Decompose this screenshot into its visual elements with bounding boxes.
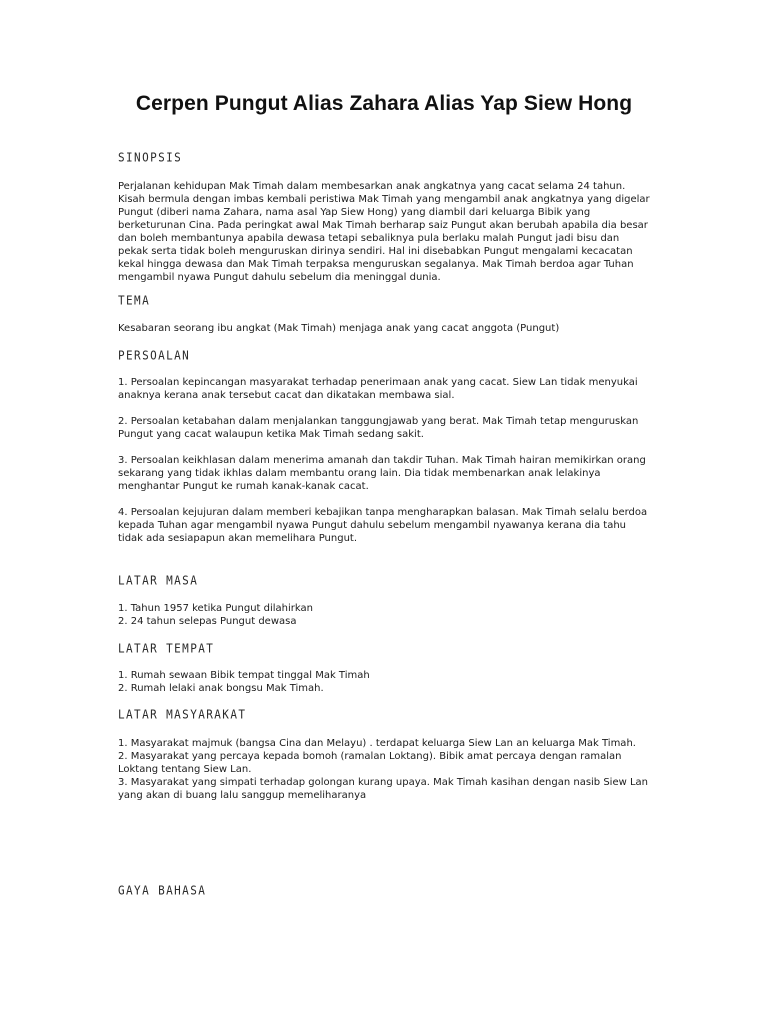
heading-tema: TEMA [118, 293, 151, 308]
persoalan-item-1: 1. Persoalan kepincangan masyarakat terhadap penerimaan anak yang cacat. Siew Lan tidak menyukai anaknya kerana anak tersebut cacat dan dikatakan membawa sial. [118, 377, 638, 401]
list-item: 3. Masyarakat yang simpati terhadap golongan kurang upaya. Mak Timah kasihan dengan nasib Siew Lan yang akan di buang lalu sanggup memeliharanya [118, 777, 649, 801]
list-item: 1. Masyarakat majmuk (bangsa Cina dan Melayu) . terdapat keluarga Siew Lan an keluarga Mak Timah. [118, 738, 636, 749]
heading-latar-tempat: LATAR TEMPAT [118, 641, 215, 656]
list-item: 2. 24 tahun selepas Pungut dewasa [118, 616, 297, 627]
latar-tempat-list [118, 669, 650, 695]
heading-sinopsis: SINOPSIS [118, 150, 183, 165]
document-title: Cerpen Pungut Alias Zahara Alias Yap Siew Hong [135, 92, 633, 115]
latar-masa-list [118, 602, 650, 628]
list-item: 1. Tahun 1957 ketika Pungut dilahirkan [118, 603, 313, 614]
heading-latar-masyarakat: LATAR MASYARAKAT [118, 707, 247, 722]
heading-gaya-bahasa: GAYA BAHASA [118, 883, 207, 898]
heading-persoalan: PERSOALAN [118, 348, 191, 363]
list-item: 1. Rumah sewaan Bibik tempat tinggal Mak Timah [118, 670, 370, 681]
persoalan-item-4: 4. Persoalan kejujuran dalam memberi kebajikan tanpa mengharapkan balasan. Mak Timah selalu berdoa kepada Tuhan agar mengambil nyawa Pungut dahulu sebelum mengambil nyawanya kerana dia tahu tidak ada sesiapapun akan memelihara Pungut. [118, 507, 648, 544]
latar-masyarakat-list [118, 737, 650, 802]
heading-latar-masa: LATAR MASA [118, 573, 199, 588]
list-item: 2. Masyarakat yang percaya kepada bomoh (ramalan Loktang). Bibik amat percaya dengan ramalan Loktang tentang Siew Lan. [118, 751, 622, 775]
tema-text: Kesabaran seorang ibu angkat (Mak Timah) menjaga anak yang cacat anggota (Pungut) [118, 323, 560, 334]
persoalan-item-2: 2. Persoalan ketabahan dalam menjalankan tanggungjawab yang berat. Mak Timah tetap menguruskan Pungut yang cacat walaupun ketika Mak Timah sedang sakit. [118, 416, 639, 440]
list-item: 2. Rumah lelaki anak bongsu Mak Timah. [118, 683, 324, 694]
persoalan-item-3: 3. Persoalan keikhlasan dalam menerima amanah dan takdir Tuhan. Mak Timah hairan memikirkan orang sekarang yang tidak ikhlas dalam membantu orang lain. Dia tidak membenarkan anak lelakinya menghantar Pungut ke rumah kanak-kanak cacat. [118, 455, 646, 492]
sinopsis-text: Perjalanan kehidupan Mak Timah dalam membesarkan anak angkatnya yang cacat selama 24 tahun. Kisah bermula dengan imbas kembali peristiwa Mak Timah yang mengambil anak angkatnya yang digelar Pungut (diberi nama Zahara, nama asal Yap Siew Hong) yang diambil dari keluarga Bibik yang berketurunan Cina. Pada peringkat awal Mak Timah berharap saiz Pungut akan berubah apabila dia besar dan boleh membantunya apabila dewasa tetapi sebaliknya pula berlaku malah Pungut jadi bisu dan pekak serta tidak boleh menguruskan dirinya sendiri. Hal ini disebabkan Pungut mengalami kecacatan kekal hingga dewasa dan Mak Timah terpaksa menguruskan segalanya. Mak Timah berdoa agar Tuhan mengambil nyawa Pungut dahulu sebelum dia meninggal dunia. [118, 181, 650, 283]
